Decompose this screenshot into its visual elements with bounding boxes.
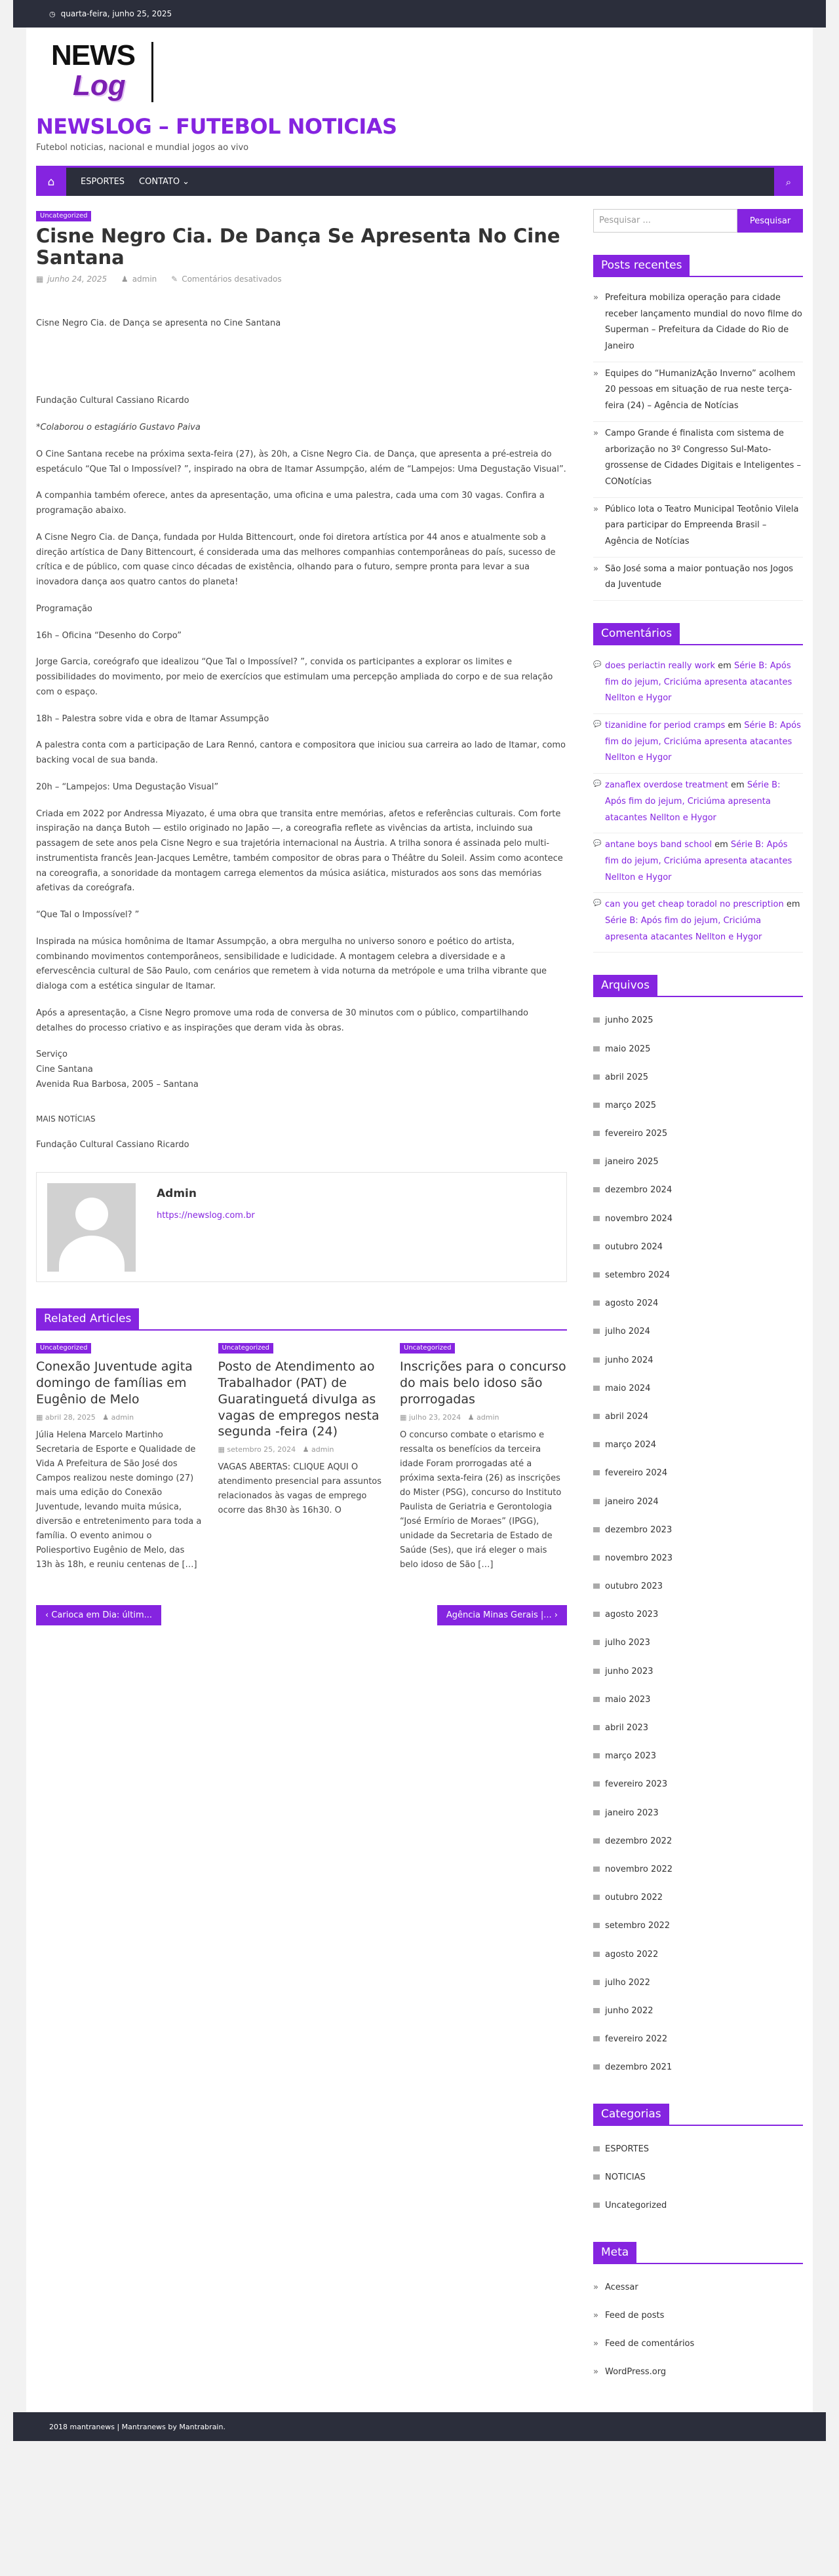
- archive-link[interactable]: março 2024: [593, 1431, 803, 1459]
- category-link[interactable]: ESPORTES: [593, 2135, 803, 2163]
- logo-text-log: Log: [73, 69, 126, 102]
- service-line: Serviço: [36, 1050, 68, 1060]
- archive-link[interactable]: abril 2023: [593, 1714, 803, 1742]
- archive-link[interactable]: dezembro 2021: [593, 2053, 803, 2081]
- paragraph: Cisne Negro Cia. de Dança se apresenta no Cine Santana: [36, 318, 281, 328]
- search-input[interactable]: Pesquisar ...: [593, 209, 737, 233]
- archive-link[interactable]: julho 2022: [593, 1969, 803, 1997]
- archive-link[interactable]: junho 2024: [593, 1346, 803, 1374]
- related-meta: ▦ setembro 25, 2024 ♟ admin: [218, 1445, 334, 1454]
- category-badge[interactable]: Uncategorized: [400, 1343, 455, 1354]
- category-badge[interactable]: Uncategorized: [36, 1343, 91, 1354]
- paragraph: Criada em 2022 por Andressa Miyazato, é uma obra que transita entre memórias, afetos e referências culturais. Com forte inspiração na dança Butoh — estilo originado no Japão —, a coreografia reflete as vivências da artista, incluindo sua passagem de sete anos pela Cisne Negro e sua trajetória internacional na Áustria. A trilha sonora é assinada pelo multi-instrumentista francês Jean-Jacques Lemêtre, também compositor de obras para o Théâtre du Soleil. Assim como acontece na coreografia, a sonoridade da montagem carrega elementos da música asiática, misturados aos sons das memórias afetivas da coreógrafa.: [36, 808, 563, 894]
- archive-link[interactable]: maio 2023: [593, 1686, 803, 1714]
- paragraph: A palestra conta com a participação de Lara Rennó, cantora e compositora que iniciou sua carreira ao lado de Itamar, como backing vocal de sua banda.: [36, 740, 566, 766]
- comment-post-link[interactable]: Série B: Após fim do jejum, Criciúma apresenta atacantes Nellton e Hygor: [605, 915, 762, 942]
- archive-link[interactable]: maio 2024: [593, 1374, 803, 1403]
- post-navigation: [36, 1605, 567, 1625]
- widget-title: Meta: [593, 2242, 636, 2263]
- related-meta: ▦ julho 23, 2024 ♟ admin: [400, 1412, 499, 1422]
- comment-item: 💬 zanaflex overdose treatment em Série B: Após fim do jejum, Criciúma apresenta atacantes Nellton e Hygor: [593, 774, 803, 833]
- archive-link[interactable]: março 2025: [593, 1091, 803, 1120]
- current-date: quarta-feira, junho 25, 2025: [60, 9, 172, 18]
- page-wrapper: [26, 28, 813, 2412]
- archive-link[interactable]: setembro 2024: [593, 1261, 803, 1289]
- recent-post-link[interactable]: » Público lota o Teatro Municipal Teotônio Vilela para participar do Empreenda Brasil – Agência de Notícias: [593, 498, 803, 558]
- archive-link[interactable]: junho 2022: [593, 1997, 803, 2025]
- avatar: [47, 1183, 136, 1272]
- paragraph: Fundação Cultural Cassiano Ricardo: [36, 396, 189, 406]
- paragraph: A companhia também oferece, antes da apresentação, uma oficina e uma palestra, cada uma com 30 vagas. Confira a programação abaixo.: [36, 491, 545, 516]
- archive-link[interactable]: outubro 2023: [593, 1572, 803, 1601]
- categories-widget: [593, 2104, 803, 2220]
- recent-posts-widget: [593, 255, 803, 601]
- comment-post-link[interactable]: Série B: Após fim do jejum, Criciúma apresenta atacantes Nellton e Hygor: [605, 721, 801, 763]
- article-date[interactable]: junho 24, 2025: [47, 274, 107, 284]
- widget-title: Categorias: [593, 2104, 669, 2125]
- site-title[interactable]: NEWSLOG – FUTEBOL NOTICIAS: [36, 114, 397, 139]
- comments-widget: [593, 623, 803, 953]
- related-meta: ▦ abril 28, 2025 ♟ admin: [36, 1412, 134, 1422]
- related-title[interactable]: Inscrições para o concurso do mais belo idoso são prorrogadas: [400, 1359, 566, 1407]
- comment-post-link[interactable]: Série B: Após fim do jejum, Criciúma apresenta atacantes Nellton e Hygor: [605, 780, 781, 823]
- article-body: [36, 316, 567, 1153]
- comment-author[interactable]: tizanidine for period cramps: [605, 721, 726, 731]
- comment-item: 💬 antane boys band school em Série B: Após fim do jejum, Criciúma apresenta atacantes Nellton e Hygor: [593, 833, 803, 893]
- archive-link[interactable]: agosto 2022: [593, 1941, 803, 1969]
- archive-link[interactable]: novembro 2022: [593, 1855, 803, 1884]
- related-author[interactable]: admin: [311, 1445, 334, 1454]
- archive-link[interactable]: outubro 2022: [593, 1884, 803, 1912]
- related-heading: Related Articles: [36, 1308, 139, 1329]
- related-date[interactable]: julho 23, 2024: [408, 1412, 461, 1422]
- comment-icon: ✎: [171, 274, 178, 284]
- category-badge[interactable]: Uncategorized: [36, 211, 91, 221]
- service-block: [36, 1048, 567, 1092]
- author-name[interactable]: Admin: [157, 1187, 197, 1201]
- clock-icon: ◷: [49, 9, 56, 18]
- nav-item-contato[interactable]: CONTATO ⌄: [139, 177, 190, 187]
- article-author[interactable]: admin: [132, 274, 157, 284]
- recent-post-link[interactable]: » Campo Grande é finalista com sistema de arborização no 3º Congresso Sul-Mato-grossense de Cidades Digitais e Inteligentes – CONotícias: [593, 422, 803, 498]
- archive-link[interactable]: janeiro 2024: [593, 1488, 803, 1516]
- archive-link[interactable]: dezembro 2022: [593, 1827, 803, 1855]
- user-icon: ♟: [121, 274, 128, 284]
- comment-post-link[interactable]: Série B: Após fim do jejum, Criciúma apresenta atacantes Nellton e Hygor: [605, 661, 792, 704]
- recent-post-link[interactable]: » Prefeitura mobiliza operação para cidade receber lançamento mundial do novo filme do Superman – Prefeitura da Cidade do Rio de Janeiro: [593, 286, 803, 362]
- top-bar: [13, 0, 826, 28]
- logo-text-news: NEWS: [51, 39, 135, 71]
- logo-bar: [151, 42, 153, 102]
- comment-post-link[interactable]: Série B: Após fim do jejum, Criciúma apresenta atacantes Nellton e Hygor: [605, 840, 792, 882]
- archive-link[interactable]: novembro 2023: [593, 1544, 803, 1572]
- comment-author[interactable]: does periactin really work: [605, 661, 716, 671]
- archive-link[interactable]: agosto 2023: [593, 1601, 803, 1629]
- category-link[interactable]: Uncategorized: [593, 2191, 803, 2220]
- service-line: Cine Santana: [36, 1065, 93, 1075]
- archive-link[interactable]: janeiro 2023: [593, 1799, 803, 1827]
- archive-link[interactable]: março 2023: [593, 1742, 803, 1770]
- paragraph: Após a apresentação, a Cisne Negro promove uma roda de conversa de 30 minutos com o público, compartilhando detalhes do processo criativo e as inspirações que deram vida às obras.: [36, 1008, 528, 1033]
- related-title[interactable]: Posto de Atendimento ao Trabalhador (PAT) de Guaratinguetá divulga as vagas de empregos nesta segunda -feira (24): [218, 1359, 380, 1439]
- comment-item: 💬 tizanidine for period cramps em Série B: Após fim do jejum, Criciúma apresenta atacantes Nellton e Hygor: [593, 714, 803, 774]
- comment-author[interactable]: zanaflex overdose treatment: [605, 780, 728, 791]
- archive-link[interactable]: fevereiro 2023: [593, 1770, 803, 1798]
- meta-link[interactable]: » Feed de posts: [593, 2301, 803, 2330]
- service-line: Avenida Rua Barbosa, 2005 – Santana: [36, 1079, 199, 1089]
- related-articles: [36, 1308, 567, 1572]
- paragraph: A Cisne Negro Cia. de Dança, fundada por Hulda Bittencourt, onde foi diretora artística por 44 anos e atualmente sob a direção artística de Dany Bittencourt, é considerada uma das melhores companhias contemporâneas do país, sucesso de crítica e de público, com quase cinco décadas de existência, olhando para o futuro, sempre pronta para levar a sua inovadora dança aos quatro cantos do planeta!: [36, 532, 556, 588]
- home-icon[interactable]: ⌂: [36, 168, 66, 196]
- category-link[interactable]: NOTICIAS: [593, 2163, 803, 2191]
- related-author[interactable]: admin: [111, 1412, 134, 1422]
- article-title: Cisne Negro Cia. De Dança Se Apresenta No Cine Santana: [36, 225, 560, 269]
- widget-title: Comentários: [593, 623, 680, 644]
- sidebar: [593, 196, 803, 2412]
- archive-link[interactable]: dezembro 2024: [593, 1176, 803, 1204]
- site-footer: [13, 2412, 826, 2441]
- main-content: [36, 196, 567, 2412]
- category-badge[interactable]: Uncategorized: [218, 1343, 273, 1354]
- paragraph: Jorge Garcia, coreógrafo que idealizou “Que Tal o Impossível? ”, convida os participantes a explorar os limites e possibilidades do movimento, por meio de exercícios que estimulam uma percepção ampliada do corpo e de sua relação com o espaço.: [36, 657, 553, 697]
- article-comments: Comentários desativados: [182, 274, 282, 284]
- site-header: [26, 28, 813, 196]
- author-box: [36, 1172, 567, 1282]
- related-author[interactable]: admin: [477, 1412, 499, 1422]
- paragraph: 20h – “Lampejos: Uma Degustação Visual”: [36, 782, 219, 792]
- meta-link[interactable]: » Feed de comentários: [593, 2330, 803, 2358]
- archive-link[interactable]: dezembro 2023: [593, 1516, 803, 1544]
- archive-link[interactable]: abril 2025: [593, 1063, 803, 1091]
- related-excerpt: Júlia Helena Marcelo Martinho Secretaria de Esporte e Qualidade de Vida A Prefeitura de São José dos Campos realizou neste domingo (27) mais uma edição do Conexão Juventude, levando muita música, diversão e entretenimento para toda a família. O evento animou o Poliesportivo Eugênio de Melo, das 13h às 18h, e reuniu centenas de […]: [36, 1430, 202, 1570]
- footer-brand-link[interactable]: Mantrabrain.: [179, 2422, 225, 2431]
- site-logo[interactable]: [48, 39, 159, 105]
- search-icon[interactable]: ⌕: [774, 168, 803, 196]
- meta-link[interactable]: » Acessar: [593, 2273, 803, 2301]
- related-title[interactable]: Conexão Juventude agita domingo de famílias em Eugênio de Melo: [36, 1359, 193, 1407]
- related-excerpt: O concurso combate o etarismo e ressalta os benefícios da terceira idade Foram prorrogadas até a próxima sexta-feira (26) as inscrições do Mister (PSG), concurso do Instituto Paulista de Geriatria e Gerontologia “José Ermírio de Moraes” (IPGG), unidade da Secretaria de Estado de Saúde (Ses), que irá eleger o mais belo idoso de São […]: [400, 1430, 562, 1570]
- paragraph: *Colaborou o estagiário Gustavo Paiva: [36, 423, 201, 433]
- archive-link[interactable]: setembro 2022: [593, 1912, 803, 1940]
- paragraph: 18h – Palestra sobre vida e obra de Itamar Assumpção: [36, 713, 269, 724]
- archive-link[interactable]: fevereiro 2022: [593, 2025, 803, 2053]
- comment-item: 💬 can you get cheap toradol no prescription em Série B: Após fim do jejum, Criciúma apresenta atacantes Nellton e Hygor: [593, 893, 803, 953]
- archive-link[interactable]: abril 2024: [593, 1403, 803, 1431]
- spacer: [36, 343, 567, 382]
- article-meta: [36, 275, 567, 284]
- related-date[interactable]: setembro 25, 2024: [227, 1445, 296, 1454]
- archive-link[interactable]: julho 2024: [593, 1317, 803, 1346]
- related-item: [218, 1340, 385, 1572]
- comment-item: 💬 does periactin really work em Série B: Após fim do jejum, Criciúma apresenta atacantes Nellton e Hygor: [593, 654, 803, 714]
- archive-link[interactable]: fevereiro 2024: [593, 1459, 803, 1487]
- widget-title: Arquivos: [593, 975, 657, 996]
- calendar-icon: ▦: [36, 274, 44, 284]
- archive-link[interactable]: janeiro 2025: [593, 1148, 803, 1176]
- source-line: Fundação Cultural Cassiano Ricardo: [36, 1139, 189, 1150]
- paragraph: 16h – Oficina “Desenho do Corpo”: [36, 630, 182, 641]
- archive-link[interactable]: junho 2023: [593, 1657, 803, 1686]
- recent-post-link[interactable]: » São José soma a maior pontuação nos Jogos da Juventude: [593, 558, 803, 601]
- archive-link[interactable]: outubro 2024: [593, 1233, 803, 1261]
- meta-link[interactable]: » WordPress.org: [593, 2358, 803, 2386]
- archives-widget: [593, 975, 803, 2081]
- author-link[interactable]: https://newslog.com.br: [157, 1211, 255, 1221]
- archive-link[interactable]: novembro 2024: [593, 1205, 803, 1233]
- paragraph: “Que Tal o Impossível? ”: [36, 910, 140, 920]
- paragraph: Programação: [36, 603, 92, 614]
- related-item: [36, 1340, 203, 1572]
- archive-link[interactable]: agosto 2024: [593, 1289, 803, 1317]
- related-item: [400, 1340, 567, 1572]
- more-news-label: MAIS NOTÍCIAS: [36, 1114, 96, 1124]
- related-date[interactable]: abril 28, 2025: [45, 1412, 96, 1422]
- comment-author[interactable]: can you get cheap toradol no prescription: [605, 900, 784, 910]
- prev-post-button[interactable]: ‹ Carioca em Dia: últim...: [36, 1605, 161, 1625]
- comment-author[interactable]: antane boys band school: [605, 840, 712, 850]
- nav-item-esportes[interactable]: ESPORTES: [81, 177, 125, 187]
- site-description: Futebol noticias, nacional e mundial jogos ao vivo: [36, 143, 249, 153]
- search-form: [593, 209, 803, 233]
- next-post-button[interactable]: Agência Minas Gerais |... ›: [437, 1605, 567, 1625]
- related-excerpt: VAGAS ABERTAS: CLIQUE AQUI O atendimento presencial para assuntos relacionados às vagas de emprego ocorre das 8h30 às 16h30. O: [218, 1462, 382, 1516]
- archive-link[interactable]: junho 2025: [593, 1006, 803, 1034]
- archive-link[interactable]: maio 2025: [593, 1035, 803, 1063]
- recent-post-link[interactable]: » Equipes do “HumanizAção Inverno” acolhem 20 pessoas em situação de rua neste terça-feira (24) – Agência de Notícias: [593, 362, 803, 422]
- search-button[interactable]: Pesquisar: [737, 209, 803, 233]
- paragraph: Inspirada na música homônima de Itamar Assumpção, a obra mergulha no universo sonoro e poético do artista, combinando movimentos contemporâneos, sensibilidade e ludicidade. A montagem celebra a diversidade e a efervescência cultural de São Paulo, com cenários que remetem à vida noturna da metrópole e uma trilha vibrante que dialoga com a estética singular de Itamar.: [36, 936, 547, 992]
- archive-link[interactable]: julho 2023: [593, 1629, 803, 1657]
- main-navigation: [36, 166, 803, 196]
- footer-text: 2018 mantranews | Mantranews by: [49, 2422, 177, 2431]
- widget-title: Posts recentes: [593, 255, 690, 276]
- meta-widget: [593, 2242, 803, 2386]
- archive-link[interactable]: fevereiro 2025: [593, 1120, 803, 1148]
- paragraph: O Cine Santana recebe na próxima sexta-feira (27), às 20h, a Cisne Negro Cia. de Dança, que apresenta a pré-estreia do espetáculo “Que Tal o Impossível? ”, inspirado na obra de Itamar Assumpção, além de “Lampejos: Uma Degustação Visual”.: [36, 449, 566, 474]
